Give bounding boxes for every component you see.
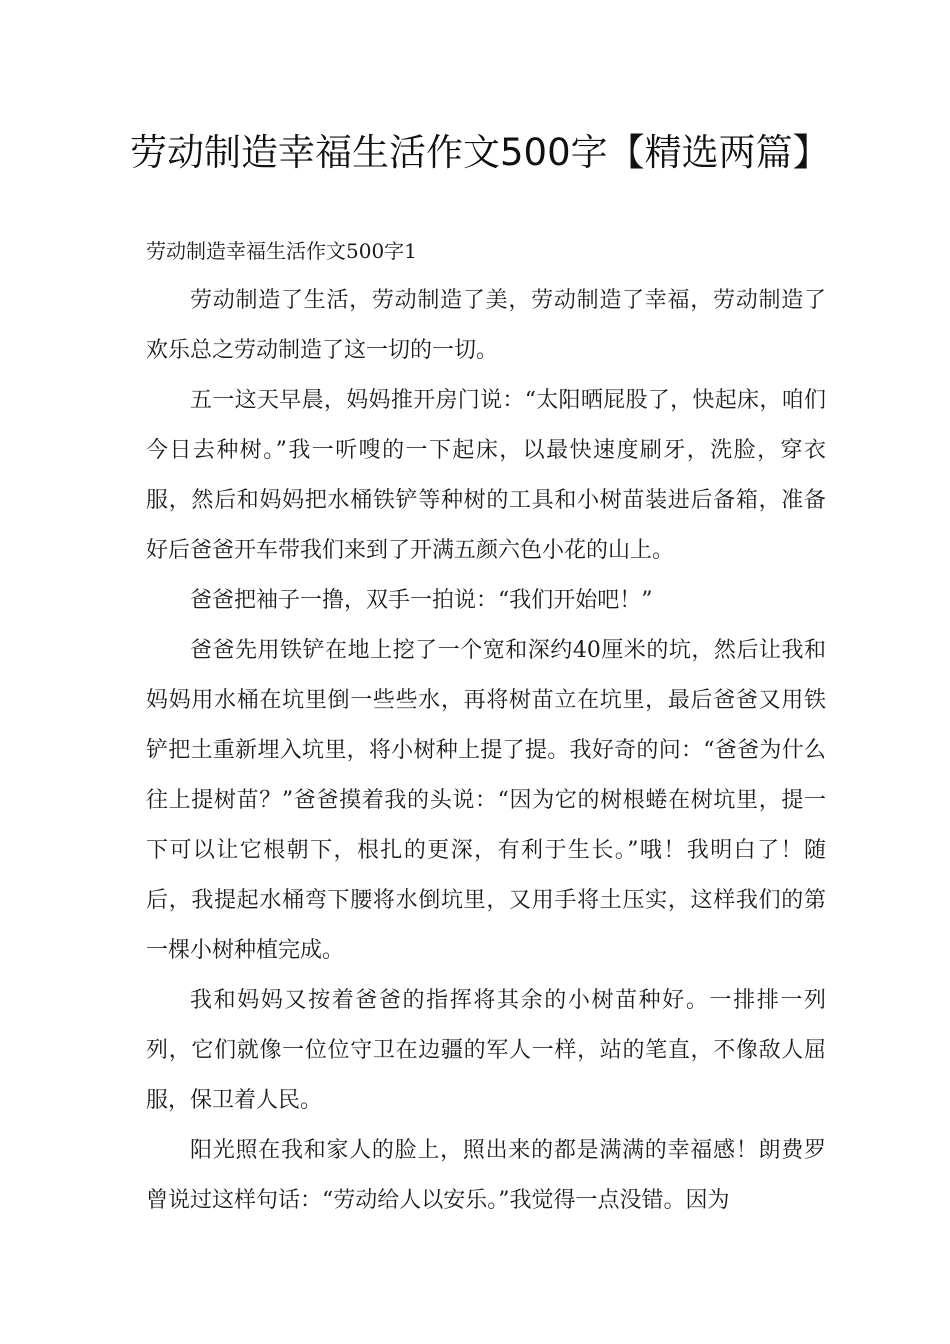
paragraph-5: 我和妈妈又按着爸爸的指挥将其余的小树苗种好。一排排一列列，它们就像一位位守卫在边疆的军人一样，站的笔直，不像敌人屈服，保卫着人民。 (146, 988, 826, 1113)
paragraph-2: 五一这天早晨，妈妈推开房门说：“太阳晒屁股了，快起床，咱们今日去种树。”我一听嗖的一下起床，以最快速度刷牙，洗脸，穿衣服，然后和妈妈把水桶铁铲等种树的工具和小树苗装进后备箱，准备好后爸爸开车带我们来到了开满五颜六色小花的山上。 (146, 388, 826, 563)
document-title: 劳动制造幸福生活作文500字【精选两篇】 (130, 131, 830, 174)
paragraph-4: 爸爸先用铁铲在地上挖了一个宽和深约40厘米的坑，然后让我和妈妈用水桶在坑里倒一些些水，再将树苗立在坑里，最后爸爸又用铁铲把土重新埋入坑里，将小树种上提了提。我好奇的问：“爸爸为什么往上提树苗？”爸爸摸着我的头说：“因为它的树根蜷在树坑里，提一下可以让它根朝下，根扎的更深，有利于生长。”哦！我明白了！随后，我提起水桶弯下腰将水倒坑里，又用手将土压实，这样我们的第一棵小树种植完成。 (146, 638, 826, 963)
document-body (146, 226, 826, 1226)
paragraph-1: 劳动制造了生活，劳动制造了美，劳动制造了幸福，劳动制造了欢乐总之劳动制造了这一切的一切。 (146, 288, 826, 363)
essay-subtitle: 劳动制造幸福生活作文500字1 (146, 239, 417, 263)
paragraph-3: 爸爸把袖子一撸，双手一拍说：“我们开始吧！” (190, 588, 653, 613)
paragraph-6: 阳光照在我和家人的脸上，照出来的都是满满的幸福感！朗费罗曾说过这样句话：“劳动给人以安乐。”我觉得一点没错。因为 (146, 1138, 826, 1213)
